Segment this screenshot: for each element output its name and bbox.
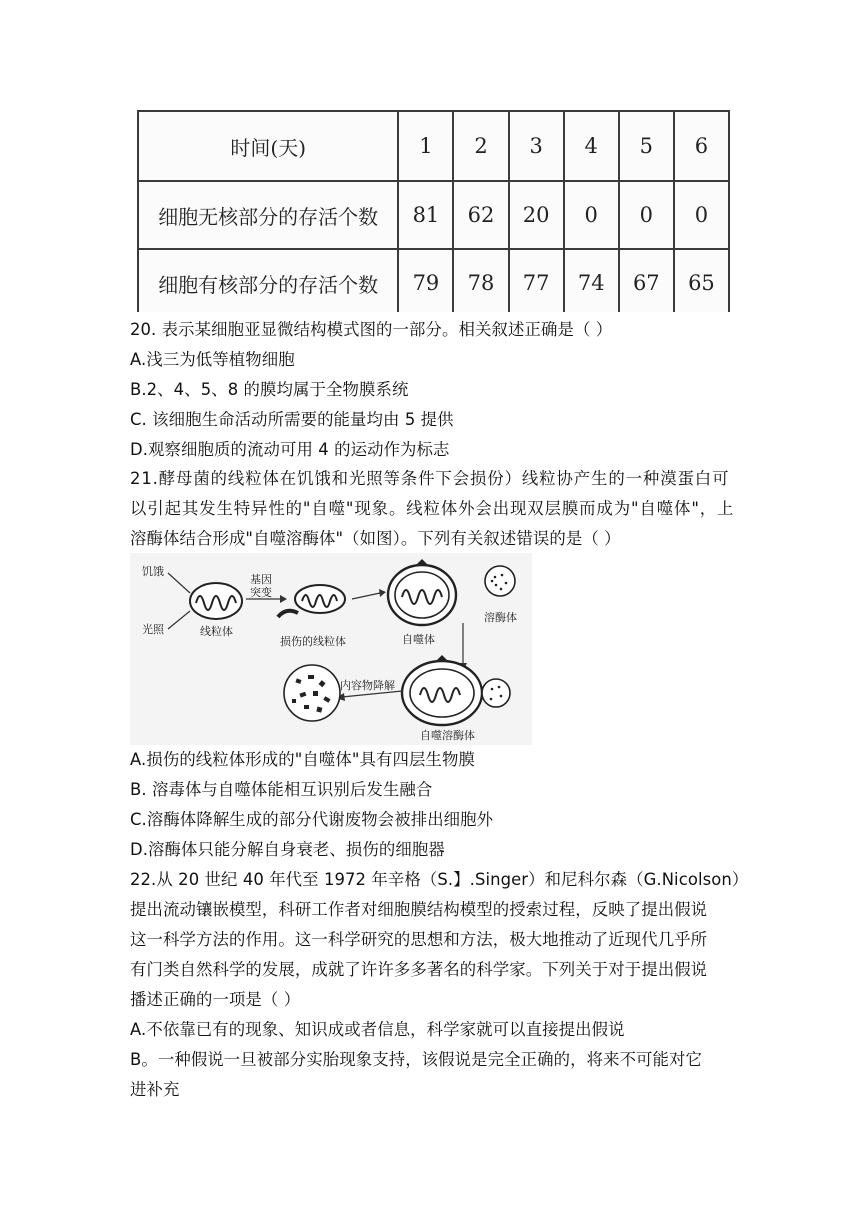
label-lysosome: 溶酶体: [484, 611, 517, 624]
label-light: 光照: [142, 623, 164, 636]
damaged-mitochondrion: [278, 585, 345, 617]
question-21-option-d: D.溶酶体只能分解自身衰老、损伤的细胞器: [130, 840, 445, 859]
table-day: 6: [674, 111, 729, 181]
mitochondrion: [190, 583, 242, 619]
table-cell: 0: [674, 181, 729, 249]
table-cell: 81: [398, 181, 453, 249]
label-autophagosome: 自噬体: [402, 633, 435, 646]
question-22-option-a: A.不依靠已有的现象、知识成或者信息，科学家就可以直接提出假说: [130, 1020, 625, 1039]
arrow-light: [168, 611, 190, 629]
question-22-option-b-cont: 进补充: [130, 1080, 180, 1099]
label-mutation-1: 基因: [250, 573, 272, 586]
label-mitochondrion: 线粒体: [200, 625, 233, 638]
autophagy-diagram-svg: [130, 553, 532, 745]
table-row-label: 细胞有核部分的存活个数: [138, 249, 398, 312]
table-cell: 67: [619, 249, 674, 312]
table-cell: 77: [509, 249, 564, 312]
arrow-hunger: [168, 573, 190, 593]
question-20-option-b: B.2、4、5、8 的膜均属于全物膜系统: [130, 380, 409, 399]
question-22-stem-line: 有门类自然科学的发展，成就了许许多多著名的科学家。下列关于对于提出假说: [130, 960, 708, 979]
table-row-label: 细胞无核部分的存活个数: [138, 181, 398, 249]
survival-table-image: [137, 110, 730, 312]
question-20-option-a: A.浅三为低等植物细胞: [130, 350, 295, 369]
table-cell: 79: [398, 249, 453, 312]
question-21-option-b: B. 溶毒体与自噬体能相互识别后发生融合: [130, 780, 433, 799]
table-cell: 78: [453, 249, 508, 312]
table-header-row: [138, 111, 729, 181]
table-cell: 0: [619, 181, 674, 249]
question-22-stem-line: 播述正确的一项是（ ）: [130, 990, 301, 1009]
table-row: [138, 249, 729, 312]
survival-table: [137, 110, 730, 312]
question-22-stem-line: 提出流动镶嵌模型，科研工作者对细胞膜结构模型的授索过程，反映了提出假说: [130, 900, 708, 919]
table-cell: 20: [509, 181, 564, 249]
label-degrade: 内容物降解: [340, 679, 395, 692]
degraded-vesicle: [284, 665, 340, 721]
question-21-stem-line: 21.酵母菌的线粒体在饥饿和光照等条件下会损份）线粒协产生的一种漠蛋白可: [130, 469, 730, 488]
table-day: 4: [564, 111, 619, 181]
table-cell: 0: [564, 181, 619, 249]
question-21-option-c: C.溶酶体降解生成的部分代谢废物会被排出细胞外: [130, 810, 494, 829]
label-damaged: 损伤的线粒体: [280, 635, 346, 648]
question-22-stem-line: 这一科学方法的作用。这一科学研究的思想和方法，极大地推动了近现代几乎所: [130, 930, 708, 949]
question-20-option-d: D.观察细胞质的流动可用 4 的运动作为标志: [130, 440, 450, 459]
label-mutation-2: 突变: [250, 586, 272, 599]
table-cell: 62: [453, 181, 508, 249]
question-20-stem: 20. 表示某细胞亚显微结构模式图的一部分。相关叙述正确是（ ）: [130, 320, 613, 339]
question-21-option-a: A.损伤的线粒体形成的"自噬体"具有四层生物膜: [130, 750, 475, 769]
table-day: 3: [509, 111, 564, 181]
label-autolysosome: 自噬溶酶体: [420, 729, 475, 742]
question-21-stem-line: 溶酶体结合形成"自噬溶酶体"（如图）。下列有关叙述错误的是（ ）: [130, 529, 621, 548]
arrow-to-autophagosome: [352, 593, 380, 599]
table-row: [138, 181, 729, 249]
table-day: 5: [619, 111, 674, 181]
lysosome: [485, 566, 515, 596]
table-cell: 65: [674, 249, 729, 312]
question-22-option-b: B。一种假说一旦被部分实胎现象支持，该假说是完全正确的，将来不可能对它: [130, 1050, 703, 1069]
autolysosome: [402, 655, 510, 725]
autophagy-diagram: [130, 553, 532, 745]
question-22-stem-line: 22.从 20 世纪 40 年代至 1972 年辛格（S.】.Singer）和尼科尔森（G.Nicolson）: [130, 870, 749, 889]
label-hunger: 饥饿: [142, 565, 164, 578]
question-21-stem-line: 以引起其发生特异性的"自噬"现象。线粒体外会出现双层膜而成为"自噬体"，上: [130, 499, 735, 518]
autophagosome: [388, 559, 456, 625]
question-20-option-c: C. 该细胞生命活动所需要的能量均由 5 提供: [130, 410, 454, 429]
table-header-label: 时间(天): [138, 111, 398, 181]
table-day: 1: [398, 111, 453, 181]
table-day: 2: [453, 111, 508, 181]
table-cell: 74: [564, 249, 619, 312]
